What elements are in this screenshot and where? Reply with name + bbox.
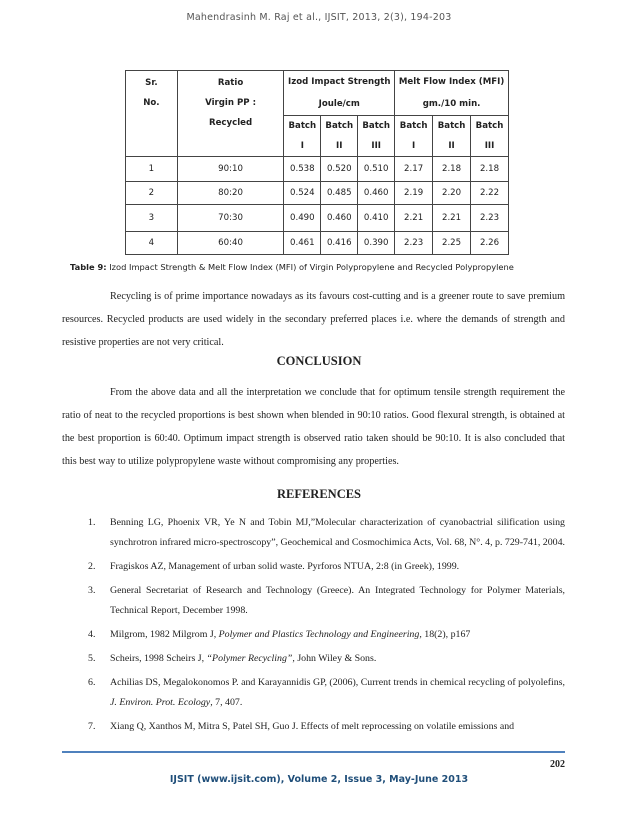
- reference-text: Benning LG, Phoenix VR, Ye N and Tobin MJ,”Molecular characterization of cyanobactrial silification using synchrotron infrared micro-spectroscopy”, Geochemical and Cosmochimica Acts, Vol. 68, N°. 4, p. 729-741, 2004.: [110, 517, 565, 548]
- table-row: [126, 182, 509, 205]
- reference-item: [62, 581, 565, 621]
- reference-title: J. Environ. Prot. Ecology: [110, 697, 211, 708]
- table-cell: 60:40: [177, 232, 284, 255]
- table-cell: 2.22: [471, 182, 509, 205]
- header-izod-unit: Joule/cm: [284, 93, 395, 116]
- conclusion-heading: CONCLUSION: [276, 354, 362, 368]
- table-cell: 1: [126, 157, 178, 182]
- reference-item: [62, 649, 565, 669]
- footer-journal: IJSIT (www.ijsit.com), Volume 2, Issue 3, May-June 2013: [169, 774, 469, 785]
- batch-header: Batch III: [471, 116, 509, 157]
- table-cell: 80:20: [177, 182, 284, 205]
- reference-text: Scheirs, 1998 Scheirs J,: [110, 653, 207, 664]
- table-cell: 90:10: [177, 157, 284, 182]
- reference-text: Achilias DS, Megalokonomos P. and Karayannidis GP, (2006), Current trends in chemical recycling of polyolefins,: [110, 677, 565, 688]
- reference-text: , 18(2), p167: [419, 629, 471, 640]
- footer-rule: [62, 751, 565, 753]
- table-cell: 2.21: [433, 205, 471, 232]
- table-cell: 0.390: [358, 232, 395, 255]
- reference-number: 1.: [88, 517, 96, 528]
- reference-number: 7.: [88, 721, 96, 732]
- header-mfi-unit: gm./10 min.: [395, 93, 509, 116]
- reference-number: 4.: [88, 629, 96, 640]
- table-row: [126, 205, 509, 232]
- batch-header: Batch I: [284, 116, 321, 157]
- references-heading: REFERENCES: [276, 487, 362, 501]
- reference-item: [62, 557, 565, 577]
- table-cell: 3: [126, 205, 178, 232]
- reference-item: [62, 625, 565, 645]
- batch-header: Batch III: [358, 116, 395, 157]
- header-sr: Sr. No.: [126, 71, 178, 157]
- reference-title: Polymer and Plastics Technology and Engineering: [218, 629, 420, 640]
- table-cell: 70:30: [177, 205, 284, 232]
- reference-text: , John Wiley & Sons.: [292, 653, 377, 664]
- reference-number: 2.: [88, 561, 96, 572]
- batch-header: Batch I: [395, 116, 433, 157]
- reference-item: [62, 717, 565, 737]
- table-cell: 2.18: [471, 157, 509, 182]
- reference-text: Milgrom, 1982 Milgrom J,: [110, 629, 219, 640]
- table-caption: Table 9: Izod Impact Strength & Melt Flow Index (MFI) of Virgin Polypropylene and Recycled Polypropylene: [70, 262, 514, 272]
- references-list: [62, 513, 565, 741]
- table-cell: 0.461: [284, 232, 321, 255]
- table-row: [126, 157, 509, 182]
- table-cell: 0.520: [321, 157, 358, 182]
- data-table: [125, 70, 509, 255]
- table-cell: 0.460: [321, 205, 358, 232]
- reference-item: [62, 673, 565, 713]
- table-cell: 2: [126, 182, 178, 205]
- reference-title: “Polymer Recycling”: [206, 653, 293, 664]
- reference-text: , 7, 407.: [210, 697, 243, 708]
- table-cell: 2.23: [471, 205, 509, 232]
- reference-number: 5.: [88, 653, 96, 664]
- table-row: [126, 232, 509, 255]
- table-cell: 4: [126, 232, 178, 255]
- table-cell: 2.18: [433, 157, 471, 182]
- paragraph-recycling: Recycling is of prime importance nowadays as its favours cost-cutting and is a greener route to save premium resources. Recycled products are used widely in the secondary preferred places i.e. where the demands of strength and resistive properties are not very critical.: [62, 291, 565, 348]
- reference-text: Fragiskos AZ, Management of urban solid waste. Pyrforos NTUA, 2:8 (in Greek), 1999.: [110, 561, 460, 572]
- table-cell: 0.416: [321, 232, 358, 255]
- header-mfi: Melt Flow Index (MFI): [395, 71, 509, 94]
- header-ratio: Ratio Virgin PP : Recycled: [177, 71, 284, 157]
- page-number: 202: [550, 759, 565, 770]
- table-cell: 0.485: [321, 182, 358, 205]
- table-cell: 2.17: [395, 157, 433, 182]
- running-header: Mahendrasinh M. Raj et al., IJSIT, 2013, 2(3), 194-203: [186, 12, 452, 23]
- table-cell: 2.19: [395, 182, 433, 205]
- table-cell: 0.510: [358, 157, 395, 182]
- reference-item: [62, 513, 565, 553]
- table-cell: 0.460: [358, 182, 395, 205]
- table-cell: 2.26: [471, 232, 509, 255]
- table-cell: 0.538: [284, 157, 321, 182]
- batch-header: Batch II: [433, 116, 471, 157]
- table-cell: 2.20: [433, 182, 471, 205]
- table-cell: 2.21: [395, 205, 433, 232]
- table-cell: 0.410: [358, 205, 395, 232]
- reference-text: General Secretariat of Research and Technology (Greece). An Integrated Technology for Polymer Materials, Technical Report, December 1998.: [110, 585, 565, 616]
- reference-text: Xiang Q, Xanthos M, Mitra S, Patel SH, Guo J. Effects of melt reprocessing on volatile emissions and: [110, 721, 515, 732]
- paragraph-conclusion: From the above data and all the interpretation we conclude that for optimum tensile strength requirement the ratio of neat to the recycled proportions is best shown when blended in 90:10 ratios. Good flexural strength, is obtained at the best proportion is 60:40. Optimum impact strength is observed ratio taken should be 90:10. It is also concluded that this best way to utilize polypropylene waste without compromising any properties.: [62, 387, 565, 467]
- batch-header: Batch II: [321, 116, 358, 157]
- table-cell: 2.23: [395, 232, 433, 255]
- header-izod: Izod Impact Strength: [284, 71, 395, 94]
- table-cell: 0.524: [284, 182, 321, 205]
- table-cell: 2.25: [433, 232, 471, 255]
- table-cell: 0.490: [284, 205, 321, 232]
- reference-number: 3.: [88, 585, 96, 596]
- reference-number: 6.: [88, 677, 96, 688]
